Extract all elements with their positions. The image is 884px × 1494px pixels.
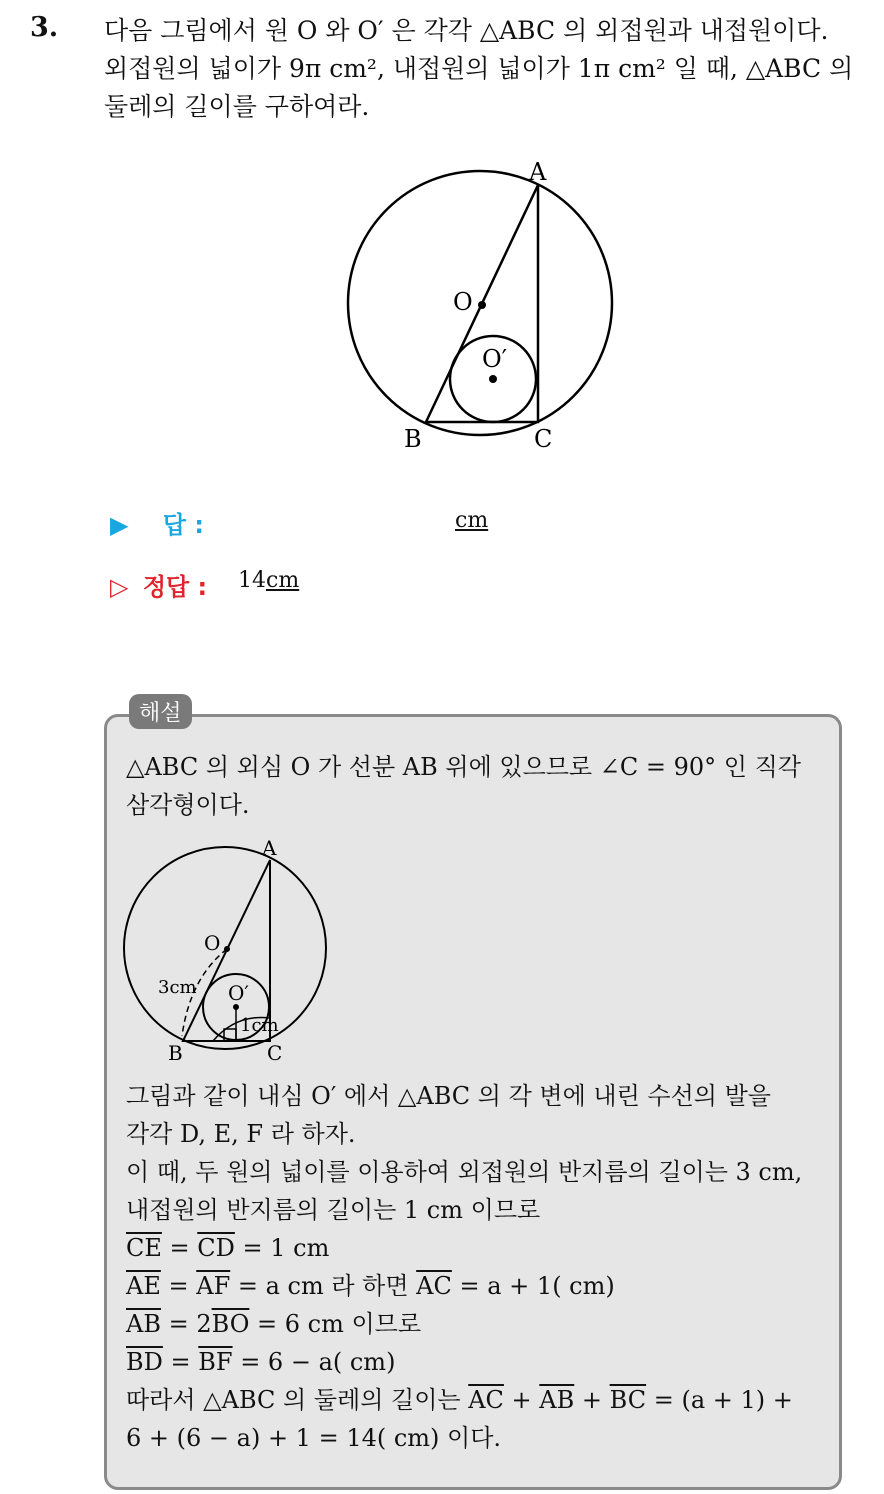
correct-unit: cm <box>266 568 300 593</box>
label-c: C <box>534 425 553 453</box>
equation-mid: = a cm 라 하면 <box>230 1272 417 1300</box>
label-o-prime-small: O′ <box>228 981 249 1005</box>
label-1cm: 1cm <box>240 1015 279 1036</box>
segment-ac: $\overline{AC}$ <box>468 1386 504 1414</box>
segment-ac: $\overline{AC}$ <box>416 1272 452 1300</box>
correct-row <box>110 567 207 602</box>
equation-rest: = a + 1( cm) <box>451 1272 615 1300</box>
question-line: 다음 그림에서 원 O 와 O′ 은 각각 △ABC 의 외접원과 내접원이다. <box>104 16 829 45</box>
label-b: B <box>404 425 422 453</box>
question-text <box>104 12 864 126</box>
solution-line: 그림과 같이 내심 O′ 에서 △ABC 의 각 변에 내린 수선의 발을 <box>126 1082 771 1110</box>
label-o: O <box>453 288 473 316</box>
question-line: 둘레의 길이를 구하여라. <box>104 92 370 121</box>
solution-tag: 해설 <box>129 694 192 729</box>
label-b-small: B <box>168 1041 183 1065</box>
center-o-point <box>478 301 486 309</box>
segment-bf: $\overline{BF}$ <box>198 1348 233 1376</box>
equation-ae-af: $\overline{AE} = \overline{AF} = a$ cm 라 하면 $\overline{AC} = a + 1$( cm) <box>126 1272 615 1300</box>
equation-rest: = 6 − a( cm) <box>232 1348 396 1376</box>
segment-bo: $\overline{BO}$ <box>211 1310 250 1338</box>
final-line-1: 따라서 △ABC 의 둘레의 길이는 $\overline{AC} + \overline{AB} + \overline{BC} = (a + 1)$ + <box>126 1386 793 1414</box>
outline-arrow-icon: ▷ <box>110 573 129 601</box>
center-o2-point <box>489 375 497 383</box>
correct-answer <box>238 568 299 593</box>
question-line: 외접원의 넓이가 9π cm², 내접원의 넓이가 1π cm² 일 때, △ABC 의 <box>104 54 854 83</box>
segment-af: $\overline{AF}$ <box>196 1272 231 1300</box>
solution-line: 내접원의 반지름의 길이는 1 cm 이므로 <box>126 1196 541 1224</box>
segment-ce: $\overline{CE}$ <box>126 1234 162 1262</box>
segment-ab: $\overline{AB}$ <box>126 1310 161 1338</box>
equation-ce-cd: $\overline{CE} = \overline{CD} = 1$ cm <box>126 1234 330 1262</box>
final-pre: 따라서 △ABC 의 둘레의 길이는 <box>126 1386 469 1414</box>
label-c-small: C <box>267 1041 283 1065</box>
final-line-2: 6 + (6 − a) + 1 = 14( cm) 이다. <box>126 1424 502 1452</box>
segment-cd: $\overline{CD}$ <box>197 1234 235 1262</box>
solution-body <box>126 1077 831 1457</box>
solution-line: 삼각형이다. <box>126 791 250 819</box>
label-3cm: 3cm <box>158 977 197 998</box>
equation-bd-bf: $\overline{BD} = \overline{BF} = 6 - a$( cm) <box>126 1348 396 1376</box>
correct-value: 14 <box>238 568 266 593</box>
equation-ab-bo <box>126 1305 831 1343</box>
segment-ab: $\overline{AB}$ <box>539 1386 575 1414</box>
solution-line: 이 때, 두 원의 넓이를 이용하여 외접원의 반지름의 길이는 3 cm, <box>126 1158 803 1186</box>
play-arrow-icon: ▶ <box>110 511 129 539</box>
label-a: A <box>529 158 547 186</box>
equation-rest: = 6 cm 이므로 <box>249 1310 422 1338</box>
answer-row <box>110 505 204 540</box>
segment-bc: $\overline{BC}$ <box>609 1386 647 1414</box>
equation-rest: = 1 cm <box>234 1234 330 1262</box>
solution-figure <box>120 838 335 1068</box>
answer-label: 답 : <box>162 511 204 539</box>
question-number: 3. <box>30 12 59 43</box>
label-o-small: O <box>204 931 221 955</box>
label-a-small: A <box>262 838 277 860</box>
answer-unit: cm <box>455 508 489 533</box>
solution-line: △ABC 의 외심 O 가 선분 AB 위에 있으므로 ∠C = 90° 인 직각 <box>126 753 801 781</box>
segment-ae: $\overline{AE}$ <box>126 1272 161 1300</box>
solution-line: 각각 D, E, F 라 하자. <box>126 1120 356 1148</box>
segment-bd: $\overline{BD}$ <box>126 1348 163 1376</box>
solution-intro <box>126 748 831 824</box>
triangle-circles-figure <box>340 155 630 465</box>
correct-label: 정답 : <box>142 573 208 601</box>
final-rest: = (a + 1) + <box>646 1386 793 1414</box>
equation-pre: = 2 <box>160 1310 212 1338</box>
label-o-prime: O′ <box>482 345 508 373</box>
